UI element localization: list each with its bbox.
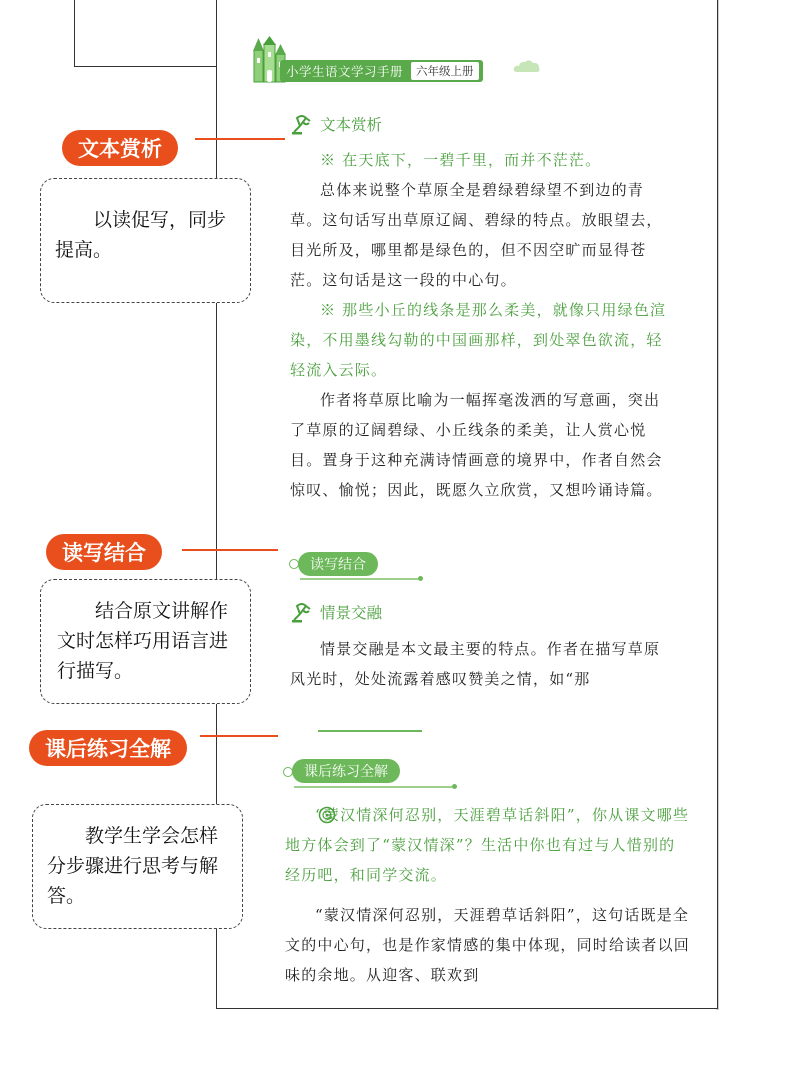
back-page-edge [74, 0, 218, 67]
tag-appreciation: 文本赏析 [62, 130, 178, 166]
lamp-icon [290, 112, 314, 136]
cloud-icon [513, 58, 541, 74]
pill-exercise: 课后练习全解 [292, 759, 400, 783]
paragraph-2: 作者将草原比喻为一幅挥毫泼洒的写意画，突出了草原的辽阔碧绿、小丘线条的柔美，让人赏心悦目。置身于这种充满诗情画意的境界中，作者自然会惊叹、愉悦；因此，既愿久立欣赏，又想吟诵诗篇。 [290, 391, 663, 499]
note-combine [40, 579, 251, 704]
note-text: 以读促写，同步提高。 [55, 209, 227, 261]
pill-combine: 读写结合 [298, 552, 378, 576]
header-title: 小学生语文学习手册 [286, 64, 404, 79]
note-exercise [32, 804, 243, 929]
connector-line [200, 735, 278, 737]
quote-2: ※ 那些小丘的线条是那么柔美，就像只用绿色渲染，不用墨线勾勒的中国画那样，到处翠色欲流，轻轻流入云际。 [290, 301, 667, 379]
section-title: 文本赏析 [320, 116, 383, 134]
connector-line [182, 549, 278, 551]
section-heading-scene [290, 600, 382, 624]
exercise-answer: “蒙汉情深何忍别，天涯碧草话斜阳”，这句话既是全文的中心句，也是作家情感的集中体现，同时给读者以回味的余地。从迎客、联欢到 [285, 906, 690, 984]
page-header [250, 36, 550, 86]
tag-exercise: 课后练习全解 [29, 730, 187, 766]
pill-underline [300, 578, 418, 580]
exercise-question: “蒙汉情深何忍别，天涯碧草话斜阳”，你从课文哪些地方体会到了“蒙汉情深”？生活中你也有过与人惜别的经历吧，和同学交流。 [285, 806, 690, 884]
paragraph-1: 总体来说整个草原全是碧绿碧绿望不到边的青草。这句话写出草原辽阔、碧绿的特点。放眼望去，目光所及，哪里都是绿色的，但不因空旷而显得苍茫。这句话是这一段的中心句。 [290, 181, 663, 289]
quote-1: ※ 在天底下，一碧千里，而并不茫茫。 [320, 151, 602, 169]
pill-underline [294, 786, 452, 788]
connector-line [195, 138, 285, 140]
note-text: 教学生学会怎样分步骤进行思考与解答。 [47, 825, 219, 907]
tag-combine: 读写结合 [46, 534, 162, 570]
header-grade: 六年级上册 [411, 62, 479, 80]
pill-dot [452, 784, 457, 789]
section-title: 情景交融 [320, 604, 383, 622]
pill-dot [418, 576, 423, 581]
paragraph-scene: 情景交融是本文最主要的特点。作者在描写草原风光时，处处流露着感叹赞美之情，如“那 [290, 640, 661, 688]
note-text: 结合原文讲解作文时怎样巧用语言进行描写。 [57, 600, 229, 682]
section-heading-appreciation [290, 112, 382, 136]
divider-line [318, 730, 422, 732]
header-band [280, 60, 483, 82]
lamp-icon [290, 600, 314, 624]
note-appreciation [40, 178, 251, 303]
